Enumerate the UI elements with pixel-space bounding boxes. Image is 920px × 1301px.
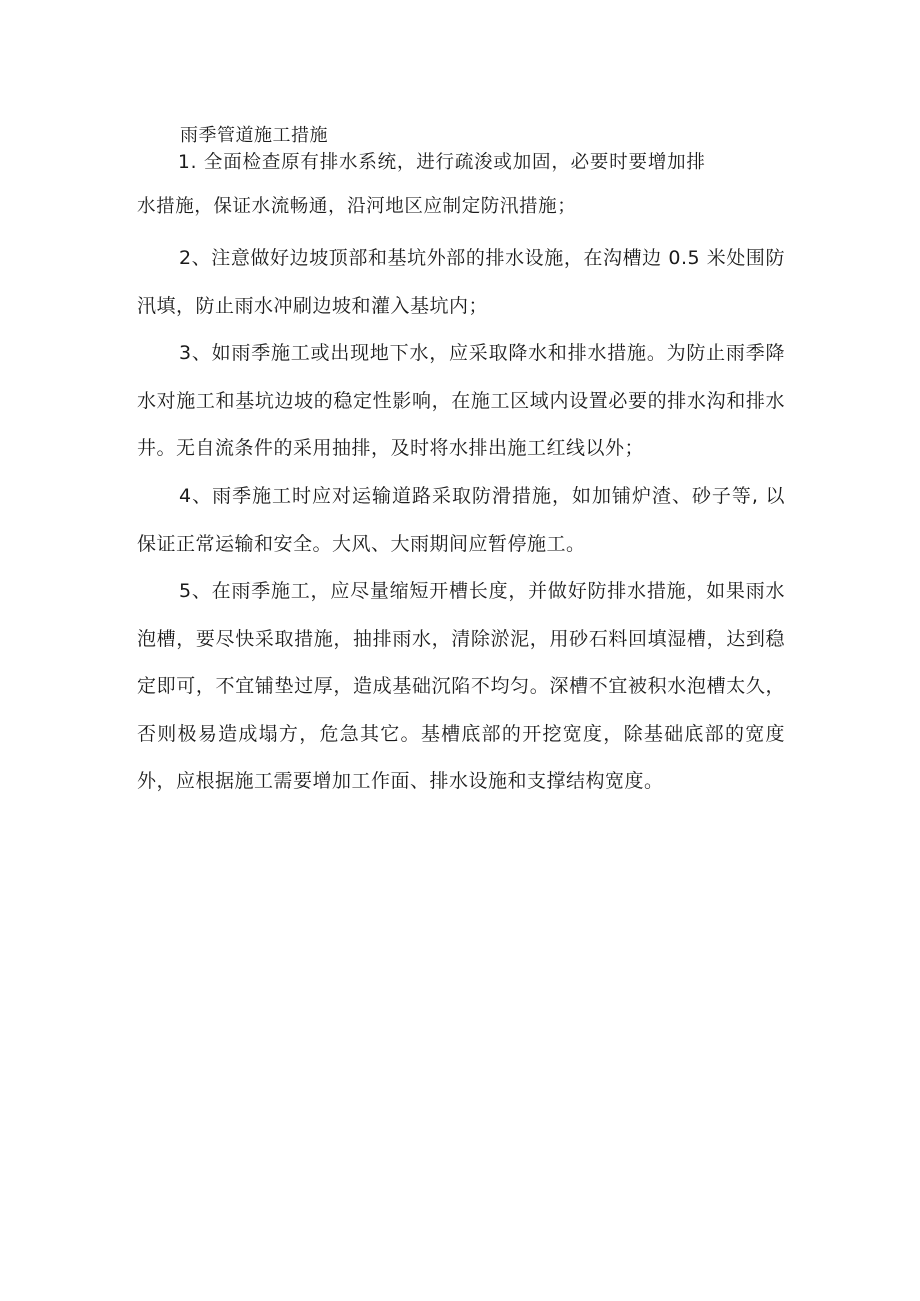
- item-5-paragraph: 5、在雨季施工，应尽量缩短开槽长度，并做好防排水措施，如果雨水泡槽，要尽快采取措施，抽排雨水，清除淤泥，用砂石料回填湿槽，达到稳定即可，不宜铺垫过厚，造成基础沉陷不均匀。深槽不宜被积水泡槽太久，否则极易造成塌方，危急其它。基槽底部的开挖宽度，除基础底部的宽度外，应根据施工需要增加工作面、排水设施和支撑结构宽度。: [137, 580, 785, 792]
- item-4-paragraph: 4、雨季施工时应对运输道路采取防滑措施，如加铺炉渣、砂子等, 以保证正常运输和安全。大风、大雨期间应暂停施工。: [137, 485, 785, 555]
- item-1-line-1: 1. 全面检查原有排水系统，进行疏浚或加固，必要时要增加排: [178, 152, 706, 173]
- item-2-paragraph: 2、注意做好边坡顶部和基坑外部的排水设施，在沟槽边 0.5 米处围防汛填，防止雨水冲刷边坡和灌入基坑内；: [137, 247, 785, 317]
- item-3-paragraph: 3、如雨季施工或出现地下水，应采取降水和排水措施。为防止雨季降水对施工和基坑边坡的稳定性影响，在施工区域内设置必要的排水沟和排水井。无自流条件的采用抽排，及时将水排出施工红线以外；: [137, 342, 785, 459]
- document-title: 雨季管道施工措施: [180, 125, 328, 146]
- item-1-line-2: 水措施，保证水流畅通，沿河地区应制定防汛措施；: [137, 196, 577, 217]
